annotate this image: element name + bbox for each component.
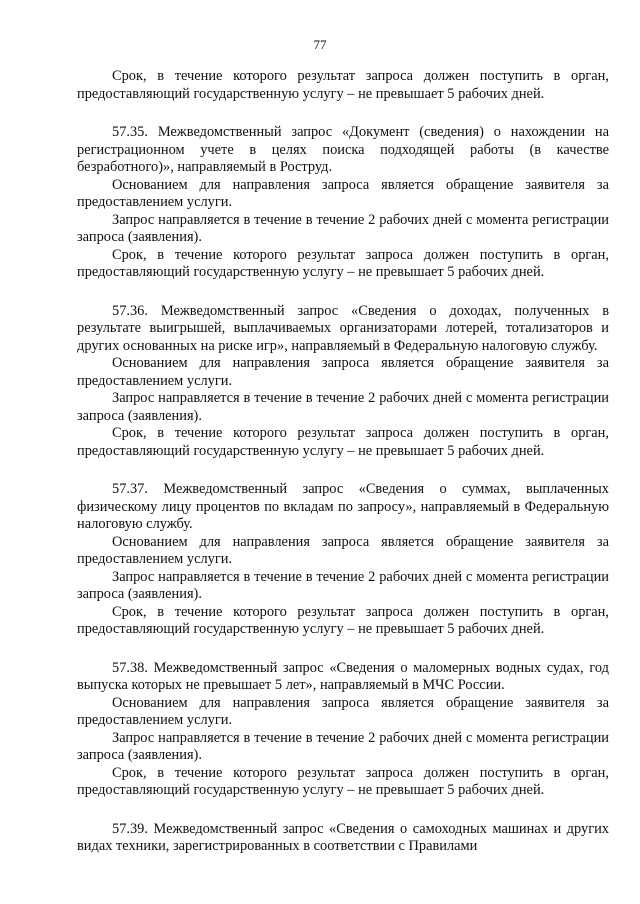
paragraph-57-35-heading: 57.35. Межведомственный запрос «Документ (сведения) о нахождении на регистрационном учете в целях поиска подходящей работы (в качестве безработного)», направляемый в Роструд. (77, 124, 609, 175)
paragraph: Срок, в течение которого результат запроса должен поступить в орган, предоставляющий государственную услугу – не превышает 5 рабочих дней. (77, 425, 609, 459)
paragraph-gap (77, 282, 609, 303)
paragraph: Основанием для направления запроса является обращение заявителя за предоставлением услуги. (77, 355, 609, 389)
paragraph: Запрос направляется в течение в течение 2 рабочих дней с момента регистрации запроса (заявления). (77, 211, 609, 245)
paragraph-gap (77, 460, 609, 481)
paragraph-gap (77, 103, 609, 124)
paragraph: Основанием для направления запроса является обращение заявителя за предоставлением услуги. (77, 533, 609, 567)
page-number: 77 (313, 37, 327, 52)
paragraph: Срок, в течение которого результат запроса должен поступить в орган, предоставляющий государственную услугу – не превышает 5 рабочих дней. (77, 603, 609, 637)
paragraph: Основанием для направления запроса является обращение заявителя за предоставлением услуги. (77, 176, 609, 210)
paragraph: Запрос направляется в течение в течение 2 рабочих дней с момента регистрации запроса (заявления). (77, 729, 609, 763)
document-body (77, 68, 609, 856)
paragraph-57-37-heading: 57.37. Межведомственный запрос «Сведения о суммах, выплаченных физическому лицу процентов по вкладам по запросу», направляемый в Федеральную налоговую службу. (77, 481, 609, 532)
paragraph: Срок, в течение которого результат запроса должен поступить в орган, предоставляющий государственную услугу – не превышает 5 рабочих дней. (77, 764, 609, 798)
paragraph: Срок, в течение которого результат запроса должен поступить в орган, предоставляющий государственную услугу – не превышает 5 рабочих дней. (77, 68, 609, 102)
paragraph-57-36-heading: 57.36. Межведомственный запрос «Сведения о доходах, полученных в результате выигрышей, выплачиваемых организаторами лотерей, тотализаторов и других основанных на риске игр», направляемый в Федеральную налоговую службу. (77, 302, 609, 354)
paragraph: Запрос направляется в течение в течение 2 рабочих дней с момента регистрации запроса (заявления). (77, 568, 609, 602)
paragraph: Срок, в течение которого результат запроса должен поступить в орган, предоставляющий государственную услугу – не превышает 5 рабочих дней. (77, 246, 609, 280)
paragraph-57-38-heading: 57.38. Межведомственный запрос «Сведения о маломерных водных судах, год выпуска которых не превышает 5 лет», направляемый в МЧС России. (77, 659, 609, 693)
paragraph-57-39-heading: 57.39. Межведомственный запрос «Сведения о самоходных машинах и других видах техники, зарегистрированных в соответствии с Правилами (77, 820, 609, 854)
paragraph: Запрос направляется в течение в течение 2 рабочих дней с момента регистрации запроса (заявления). (77, 390, 609, 424)
paragraph-gap (77, 800, 609, 821)
paragraph-gap (77, 639, 609, 660)
paragraph: Основанием для направления запроса является обращение заявителя за предоставлением услуги. (77, 694, 609, 728)
